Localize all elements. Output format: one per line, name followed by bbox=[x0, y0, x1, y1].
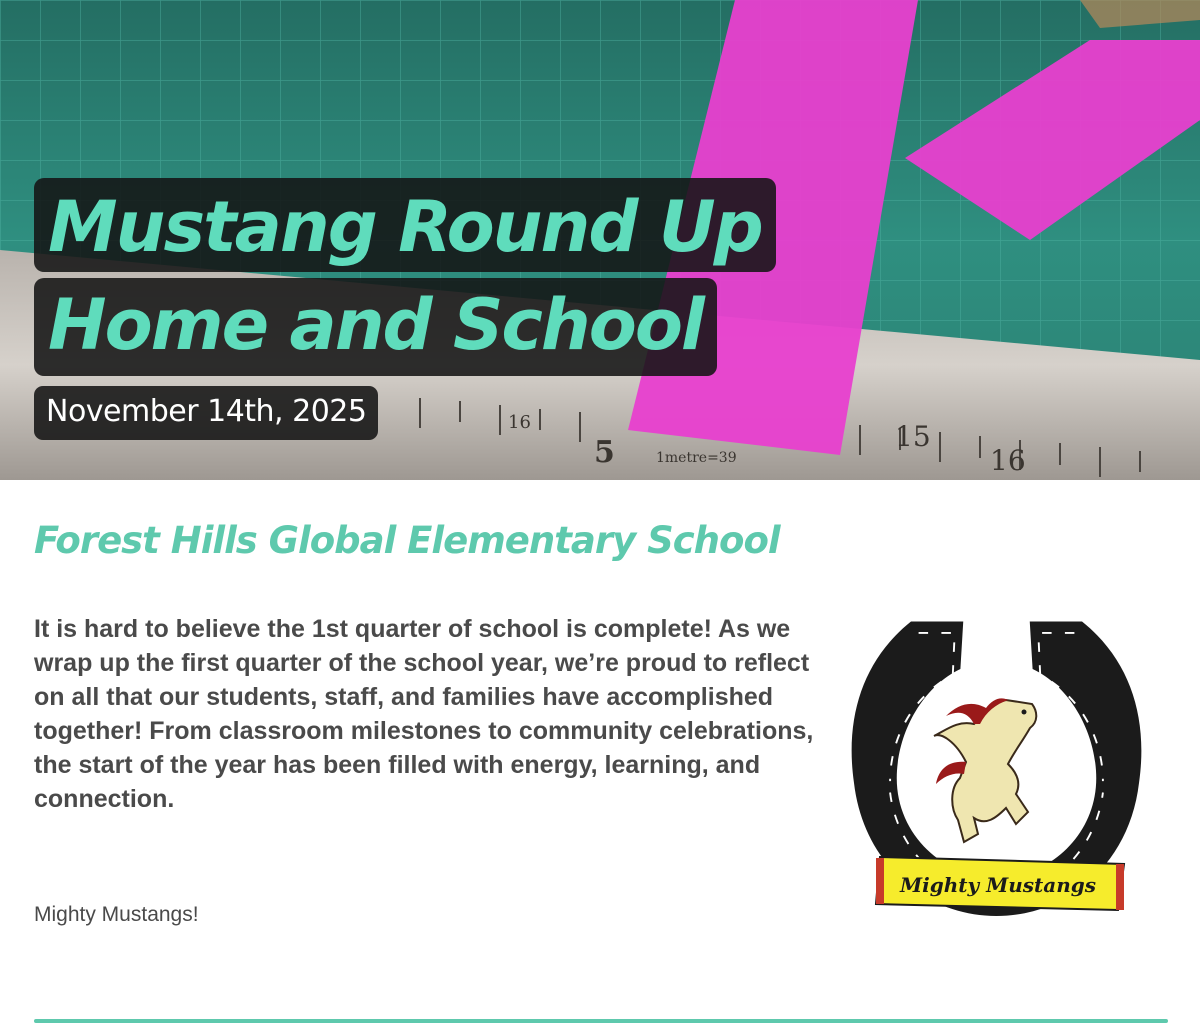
ruler-number: 16 bbox=[508, 412, 531, 433]
title-line2-box bbox=[34, 278, 717, 376]
title-line1-box bbox=[34, 178, 776, 272]
logo-banner-text: Mighty Mustangs bbox=[899, 873, 1097, 897]
intro-paragraph: It is hard to believe the 1st quarter of school is complete! As we wrap up the first quarter of the school year, we’re proud to reflect on all that our students, staff, and families have accomplished together! From classroom milestones to community celebrations, the start of the year has been filled with energy, learning, and connection. bbox=[34, 615, 814, 813]
header-banner bbox=[0, 0, 1200, 480]
newsletter-date: November 14th, 2025 bbox=[46, 394, 367, 429]
ruler-number: 1metre=39 bbox=[656, 450, 737, 466]
mustang-icon bbox=[934, 698, 1036, 842]
newsletter-title-line2: Home and School bbox=[48, 284, 703, 366]
section-divider bbox=[34, 1019, 1168, 1023]
horseshoe-mustang-icon bbox=[846, 612, 1146, 942]
ruler-number: 5 bbox=[594, 435, 615, 470]
newsletter-title-line1: Mustang Round Up bbox=[48, 186, 762, 268]
signoff-text: Mighty Mustangs! bbox=[34, 903, 199, 926]
ruler-number: 15 bbox=[895, 420, 931, 453]
date-box bbox=[34, 386, 378, 440]
school-name: Forest Hills Global Elementary School bbox=[34, 519, 780, 562]
ruler-number: 16 bbox=[990, 444, 1026, 477]
